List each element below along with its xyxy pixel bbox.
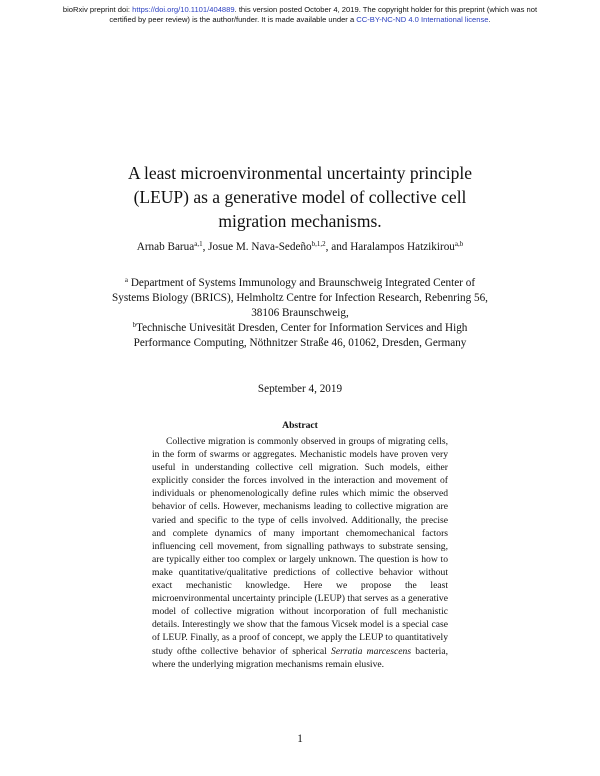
affiliation-a bbox=[110, 276, 490, 321]
author-separator: , and bbox=[325, 241, 351, 253]
affiliation-text: Technische Univesität Dresden, Center for Information Services and High Performance Computing, Nöthnitzer Straße 46, 01062, Dresden, Germany bbox=[133, 322, 468, 349]
author-name: Josue M. Nava-Sedeño bbox=[208, 241, 312, 253]
paper-title: A least microenvironmental uncertainty principle (LEUP) as a generative model of collective cell migration mechanisms. bbox=[127, 163, 473, 231]
affiliations bbox=[110, 276, 490, 351]
affiliation-text: Department of Systems Immunology and Braunschweig Integrated Center of Systems Biology (BRICS), Helmholtz Centre for Infection Research, Rebenring 56, 38106 Braunschweig, bbox=[112, 277, 488, 319]
author-superscript: b,1,2 bbox=[311, 240, 326, 248]
author-superscript: a,b bbox=[454, 240, 464, 248]
preprint-header bbox=[0, 5, 600, 25]
author-list bbox=[110, 240, 490, 255]
page-number: 1 bbox=[297, 733, 303, 745]
abstract-text: bacteria, where the underlying migration mechanisms remain elusive. bbox=[152, 645, 448, 670]
header-text: bioRxiv preprint doi: bbox=[62, 5, 133, 14]
abstract-body bbox=[152, 435, 448, 671]
author-name: Haralampos Hatzikirou bbox=[350, 241, 455, 253]
abstract-text: Collective migration is commonly observed in groups of migrating cells, in the form of swarms or aggregates. Mechanistic models have proven very useful in understanding collective cell migration. Such models, either explicitly consider the forces involved in the interaction and movement of individuals or phenomenologically define rules which mimic the observed behavior of cells. However, mechanisms leading to collective migration are varied and specific to the type of cells involved. Additionally, the precise and complete dynamics of many important chemomechanical factors influencing cell movement, from signalling pathways to substrate sensing, are typically either too complex or largely unknown. The question is how to make quantitative/qualitative predictions of collective behavior without exact mechanistic knowledge. Here we propose the least microenvironmental uncertainty principle (LEUP) that serves as a generative model of collective migration without incorporation of full mechanistic details. Interestingly we show that the famous Vicsek model is a special case of LEUP. Finally, as a proof of concept, we apply the LEUP to quantitatively study ofthe collective behavior of spherical bbox=[152, 436, 448, 657]
header-text: . bbox=[488, 15, 491, 24]
affiliation-marker: a bbox=[124, 276, 129, 284]
header-line-2 bbox=[0, 15, 600, 25]
header-line-1 bbox=[0, 5, 600, 15]
author-superscript: a,1 bbox=[194, 240, 203, 248]
doi-link[interactable]: https://doi.org/10.1101/404889 bbox=[132, 5, 235, 14]
abstract-italic: Serratia marcescens bbox=[331, 645, 412, 657]
header-text: . this version posted October 4, 2019. The copyright holder for this preprint (which was not bbox=[234, 5, 538, 14]
author-name: Arnab Barua bbox=[136, 241, 195, 253]
affiliation-marker: b bbox=[132, 321, 137, 329]
affiliation-b bbox=[110, 321, 490, 351]
publication-date: September 4, 2019 bbox=[257, 383, 343, 395]
abstract-heading: Abstract bbox=[282, 420, 318, 431]
header-text: certified by peer review) is the author/funder. It is made available under a bbox=[109, 15, 357, 24]
license-link[interactable]: CC-BY-NC-ND 4.0 International license bbox=[356, 15, 489, 24]
author-separator: , bbox=[202, 241, 209, 253]
